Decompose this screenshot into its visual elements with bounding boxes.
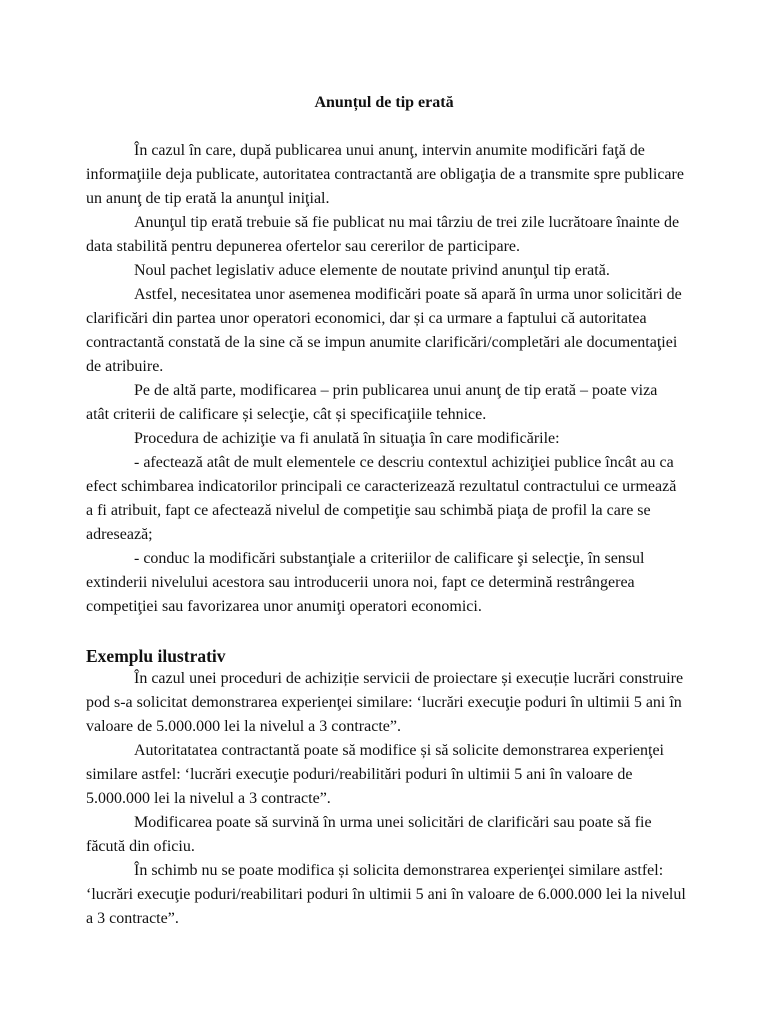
example-body (86, 667, 686, 931)
document-body (86, 139, 684, 619)
paragraph: În cazul unei proceduri de achiziție servicii de proiectare și execuție lucrări construire pod s-a solicitat demonstrarea experienţei similare: ‘lucrări execuţie poduri în ultimii 5 ani în valoare de 5.000.000 lei la nivelul a 3 contracte”. (86, 670, 684, 735)
paragraph: Astfel, necesitatea unor asemenea modificări poate să apară în urma unor solicitări de clarificări din partea unor operatori economici, dar și ca urmare a faptului că autoritatea contractantă constată de la sine că se impun anumite clarificări/completări ale documentaţiei de atribuire. (86, 286, 682, 375)
document-title: Anunțul de tip erată (314, 94, 454, 111)
paragraph: În cazul în care, după publicarea unui anunţ, intervin anumite modificări faţă de informaţiile deja publicate, autoritatea contractantă are obligaţia de a transmite spre publicare un anunţ de tip erată la anunţul iniţial. (86, 142, 684, 207)
paragraph: Anunţul tip erată trebuie să fie publicat nu mai târziu de trei zile lucrătoare înainte de data stabilită pentru depunerea ofertelor sau cererilor de participare. (86, 214, 680, 255)
paragraph: Modificarea poate să survină în urma unei solicitări de clarificări sau poate să fie făcută din oficiu. (86, 814, 652, 855)
list-item: - conduc la modificări substanţiale a criteriilor de calificare şi selecţie, în sensul extinderii nivelului acestora sau introducerii unora noi, fapt ce determină restrângerea competiţiei sau favorizarea unor anumiţi operatori economici. (86, 550, 645, 615)
paragraph: În schimb nu se poate modifica și solicita demonstrarea experienţei similare astfel: ‘lucrări execuţie poduri/reabilitari poduri în ultimii 5 ani în valoare de 6.000.000 lei la nivelul a 3 contracte”. (86, 862, 686, 927)
list-item: - afectează atât de mult elementele ce descriu contextul achiziţiei publice încât au ca efect schimbarea indicatorilor principali ce caracterizează rezultatul contractului ce urmează a fi atribuit, fapt ce afectează nivelul de competiţie sau schimbă piaţa de profil la care se adresează; (86, 454, 677, 543)
paragraph: Procedura de achiziţie va fi anulată în situaţia în care modificările: (134, 430, 560, 447)
paragraph: Noul pachet legislativ aduce elemente de noutate privind anunţul tip erată. (134, 262, 610, 279)
paragraph: Pe de altă parte, modificarea – prin publicarea unui anunţ de tip erată – poate viza atât criterii de calificare și selecţie, cât și specificaţiile tehnice. (86, 382, 658, 423)
section-heading: Exemplu ilustrativ (86, 646, 226, 666)
paragraph: Autoritatatea contractantă poate să modifice și să solicite demonstrarea experienţei similare astfel: ‘lucrări execuţie poduri/reabilitări poduri în ultimii 5 ani în valoare de 5.000.000 lei la nivelul a 3 contracte”. (86, 742, 664, 807)
